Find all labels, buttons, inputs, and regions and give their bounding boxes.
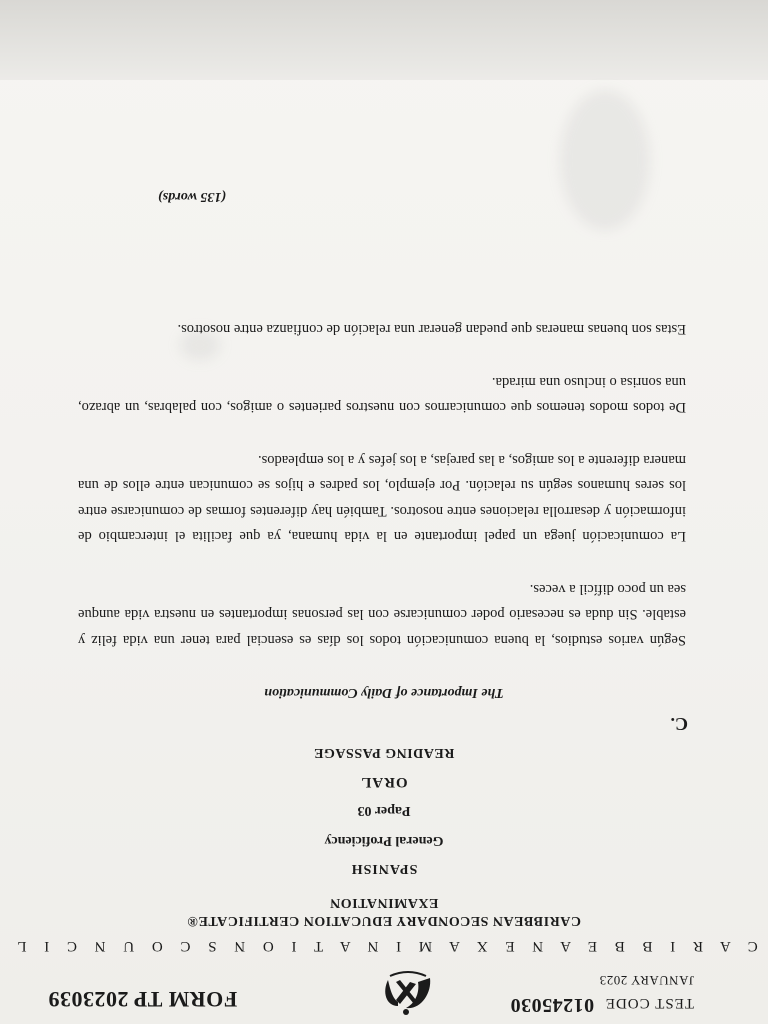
cxc-crest-logo-icon <box>380 966 436 1018</box>
passage-title: The Importance of Daily Communication <box>264 685 504 700</box>
proficiency-level: General Proficiency <box>324 833 444 848</box>
reading-passage-heading: READING PASSAGE <box>313 745 455 760</box>
header-row <box>48 970 708 1018</box>
passage-paragraph: Según varios estudios, la buena comunicación todos los días es esencial para tener una vida feliz y estable. Sin duda es necesario poder comunicarse con las personas importantes en nuestra vida aunque sea un poco difícil a veces. <box>78 581 686 648</box>
certificate-title: CARIBBEAN SECONDARY EDUCATION CERTIFICATE® <box>187 913 581 928</box>
oral-label: ORAL <box>360 774 408 790</box>
examination-label: EXAMINATION <box>329 895 439 910</box>
document-upside-down <box>0 60 768 1024</box>
form-number: FORM TP 2023039 <box>48 987 238 1012</box>
passage-paragraph: De todos modos tenemos que comunicarnos con nuestros parientes o amigos, con palabras, un abrazo, una sonrisa o incluso una mirada. <box>78 374 686 416</box>
section-label: C. <box>670 714 688 734</box>
council-name: C A R I B B E A N E X A M I N A T I O N S C O U N C I L <box>10 938 758 954</box>
subject-title: SPANISH <box>350 861 418 876</box>
exam-date: JANUARY 2023 <box>599 973 694 988</box>
passage-paragraph: La comunicación juega un papel importante en la vida humana, ya que facilita el intercambio de información y desarrolla relaciones entre nosotros. También hay diferentes formas de comunicarse entre los seres humanos según su relación. Por ejemplo, los padres e hijos se comunican entre ellos de una manera diferente a los amigos, a las parejas, a los jefes y a los empleados. <box>78 452 686 545</box>
paper-number: Paper 03 <box>357 803 411 818</box>
passage-paragraph: Estas son buenas maneras que puedan generar una relación de confianza entre nosotros. <box>177 321 686 338</box>
word-count: (135 words) <box>158 189 227 204</box>
passage-body <box>78 289 686 652</box>
test-code <box>510 993 694 1016</box>
test-code-label: TEST CODE <box>604 995 694 1011</box>
test-code-value: 01245030 <box>510 994 595 1016</box>
